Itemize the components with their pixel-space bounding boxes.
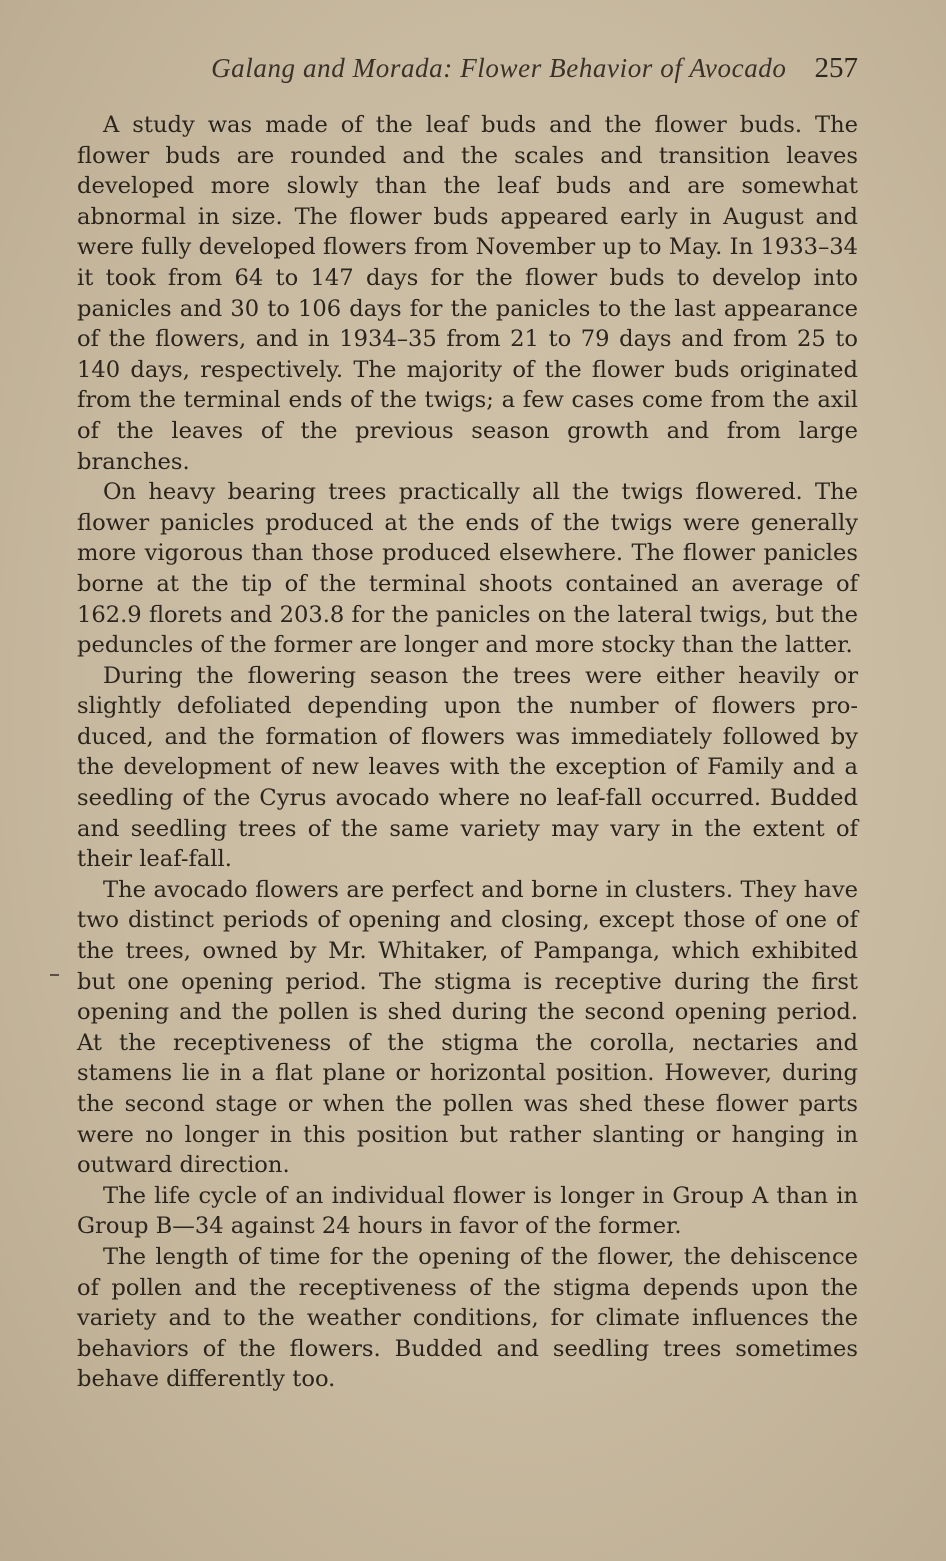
paragraph-flowering-season: During the flowering season the trees were either heavily or slightly defoliated depending upon the number of flowers produced, and the formation of flowers was immediately followed by the development of new leaves with the exception of Family and a seedling of the Cyrus avocado where no leaf-fall occurred. Budded and seedling trees of the same variety may vary in the extent of their leaf-fall. [77, 662, 858, 873]
page-number: 257 [814, 52, 858, 84]
running-header [77, 52, 858, 92]
paragraph-heavy-bearing: On heavy bearing trees practically all the twigs flowered. The flower panicles produced at the ends of the twigs were generally more vigorous than those produced elsewhere. The flower panicles borne at the tip of the terminal shoots contained an average of 162.9 florets and 203.8 for the panicles on the lateral twigs, but the peduncles of the former are longer and more stocky than the latter. [77, 479, 858, 659]
paragraph-flower-opening: The avocado flowers are perfect and borne in clusters. They have two distinct periods of opening and closing, except those of one of the trees, owned by Mr. Whitaker, of Pampanga, which exhibited but one opening period. The stigma is receptive during the first opening and the pollen is shed during the second opening period. At the receptiveness of the stigma the corolla, nectaries and stamens lie in a flat plane or horizontal position. However, during the second stage or when the pollen was shed these flower parts were no longer in this position but rather slanting or hanging in outward direction. [77, 876, 858, 1179]
book-page [77, 52, 858, 1395]
running-title: Galang and Morada: Flower Behavior of Avocado [211, 53, 787, 83]
paragraph-life-cycle: The life cycle of an individual flower is longer in Group A than in Group B—34 against 24 hours in favor of the former. [77, 1182, 858, 1240]
paragraph-flower-buds: A study was made of the leaf buds and the flower buds. The flower buds are rounded and the scales and transition leaves developed more slowly than the leaf buds and are somewhat abnormal in size. The flower buds appeared early in August and were fully developed flowers from November up to May. In 1933–34 it took from 64 to 147 days for the flower buds to develop into panicles and 30 to 106 days for the panicles to the last appearance of the flowers, and in 1934–35 from 21 to 79 days and from 25 to 140 days, respectively. The majority of the flower buds originated from the terminal ends of the twigs; a few cases come from the axil of the leaves of the previous season growth and from large branches. [77, 112, 858, 475]
paragraph-opening-time: The length of time for the opening of the flower, the dehiscence of pollen and the receptiveness of the stigma depends upon the variety and to the weather conditions, for climate influences the behaviors of the flowers. Budded and seedling trees sometimes behave differently too. [77, 1243, 858, 1393]
body-text [77, 110, 858, 1395]
margin-pencil-mark [50, 974, 59, 976]
